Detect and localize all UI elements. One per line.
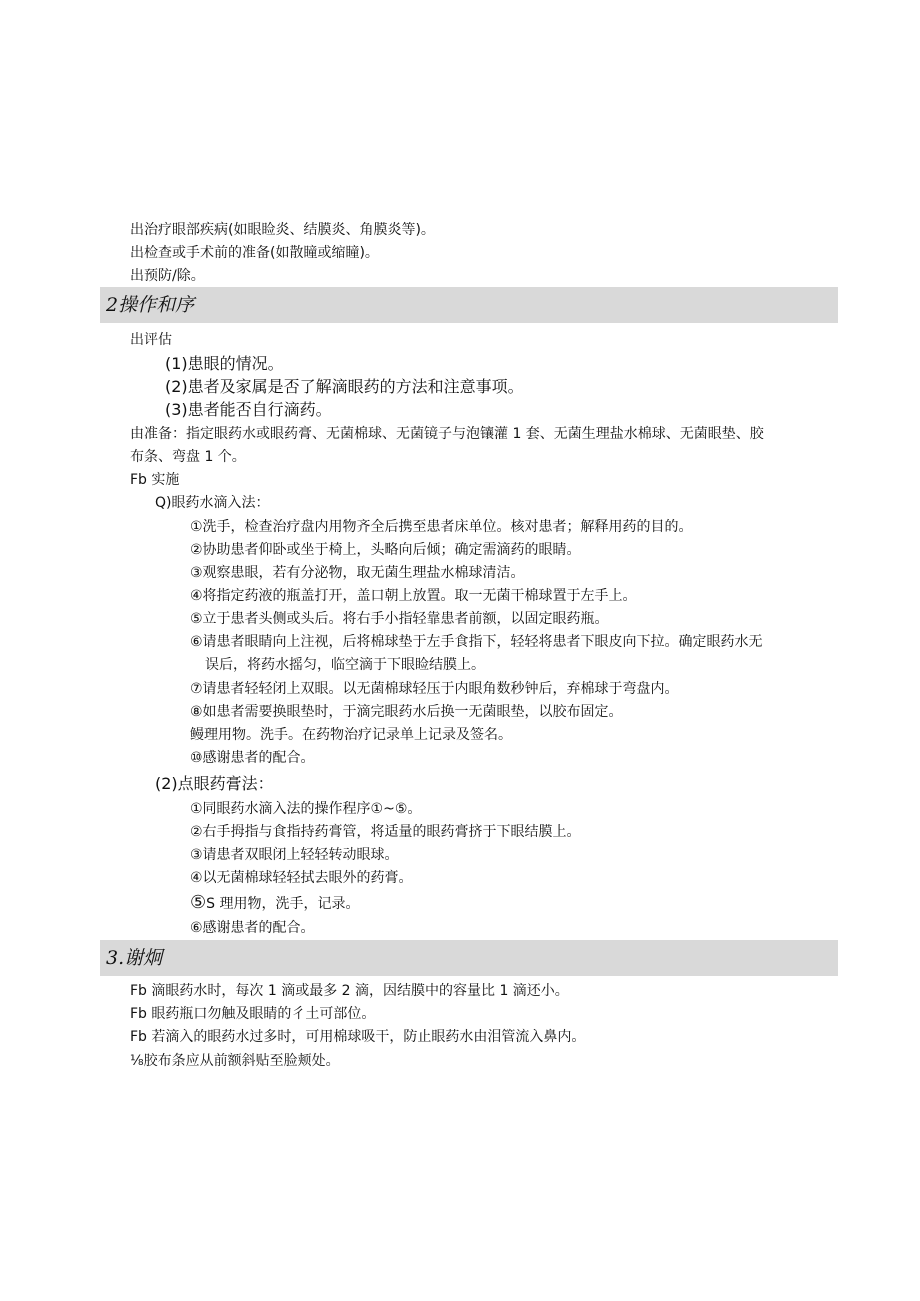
drops-step-6: ⑥请患者眼睛向上注视，后将棉球垫于左手食指下，轻轻将患者下眼皮向下拉。确定眼药水无: [190, 634, 763, 650]
note-3: Fb 若滴入的眼药水过多时，可用棉球吸干，防止眼药水由泪管流入鼻内。: [130, 1029, 586, 1045]
assess-item-2: (2)患者及家属是否了解滴眼药的方法和注意事项。: [165, 377, 524, 396]
ointment-step-3: ③请患者双眼闭上轻轻转动眼球。: [190, 847, 399, 863]
drops-step-6-cont: 误后，将药水摇匀，临空滴于下眼睑结膜上。: [205, 657, 485, 673]
intro-line-3: 出预防/除。: [130, 268, 205, 284]
note-1: Fb 滴眼药水时，每次 1 滴或最多 2 滴，因结膜中的容量比 1 滴还小。: [130, 983, 569, 999]
prep-line-2: 布条、弯盘 1 个。: [130, 449, 246, 465]
drops-heading: Q)眼药水滴入法：: [155, 495, 270, 511]
prep-line-1: 由准备：指定眼药水或眼药膏、无菌棉球、无菌镜子与泡镶灌 1 套、无菌生理盐水棉球、无菌眼垫、胶: [130, 426, 764, 442]
ointment-step-1: ①同眼药水滴入法的操作程序①~⑤。: [190, 801, 422, 817]
drops-step-7: ⑦请患者轻轻闭上双眼。以无菌棉球轻压于内眼角数秒钟后，弃棉球于弯盘内。: [190, 681, 679, 697]
section-3-title: 3.谢炯: [106, 947, 163, 969]
drops-step-10: ⑩感谢患者的配合。: [190, 750, 315, 766]
note-2: Fb 眼药瓶口勿触及眼睛的彳土可部位。: [130, 1006, 376, 1022]
assess-heading: 出评估: [130, 332, 172, 348]
drops-step-3: ③观察患眼，若有分泌物，取无菌生理盐水棉球清洁。: [190, 565, 525, 581]
section-2-title: 2操作和序: [106, 294, 195, 316]
ointment-step-5-mark: ⑤: [190, 892, 207, 913]
ointment-step-4: ④以无菌棉球轻轻拭去眼外的药膏。: [190, 870, 413, 886]
ointment-heading: (2)点眼药膏法：: [155, 774, 274, 793]
ointment-step-2: ②右手拇指与食指持药膏管，将适量的眼药膏挤于下眼结膜上。: [190, 824, 581, 840]
drops-step-1: ①洗手，检查治疗盘内用物齐全后携至患者床单位。核对患者；解释用药的目的。: [190, 519, 693, 535]
section-2-header: [100, 287, 838, 323]
assess-item-3: (3)患者能否自行滴药。: [165, 400, 332, 419]
note-4: ⅛胶布条应从前额斜贴至脸颊处。: [130, 1053, 340, 1069]
drops-step-5: ⑤立于患者头侧或头后。将右手小指轻靠患者前额，以固定眼药瓶。: [190, 611, 609, 627]
ointment-step-5: [190, 893, 359, 914]
drops-step-8: ⑧如患者需要换眼垫时，于滴完眼药水后换一无菌眼垫，以胶布固定。: [190, 704, 623, 720]
ointment-step-6: ⑥感谢患者的配合。: [190, 920, 315, 936]
assess-item-1: (1)患眼的情况。: [165, 354, 284, 373]
drops-step-9: 鳗理用物。洗手。在药物治疗记录单上记录及签名。: [190, 727, 512, 743]
section-3-header: [100, 940, 838, 976]
ointment-step-5-text: S 理用物，洗手，记录。: [206, 896, 360, 912]
intro-line-1: 出治疗眼部疾病(如眼睑炎、结膜炎、角膜炎等)。: [130, 222, 435, 238]
impl-heading: Fb 实施: [130, 472, 180, 488]
intro-line-2: 出检查或手术前的准备(如散瞳或缩瞳)。: [130, 245, 379, 261]
drops-step-2: ②协助患者仰卧或坐于椅上，头略向后倾；确定需滴药的眼睛。: [190, 542, 581, 558]
drops-step-4: ④将指定药液的瓶盖打开，盖口朝上放置。取一无菌干棉球置于左手上。: [190, 588, 637, 604]
